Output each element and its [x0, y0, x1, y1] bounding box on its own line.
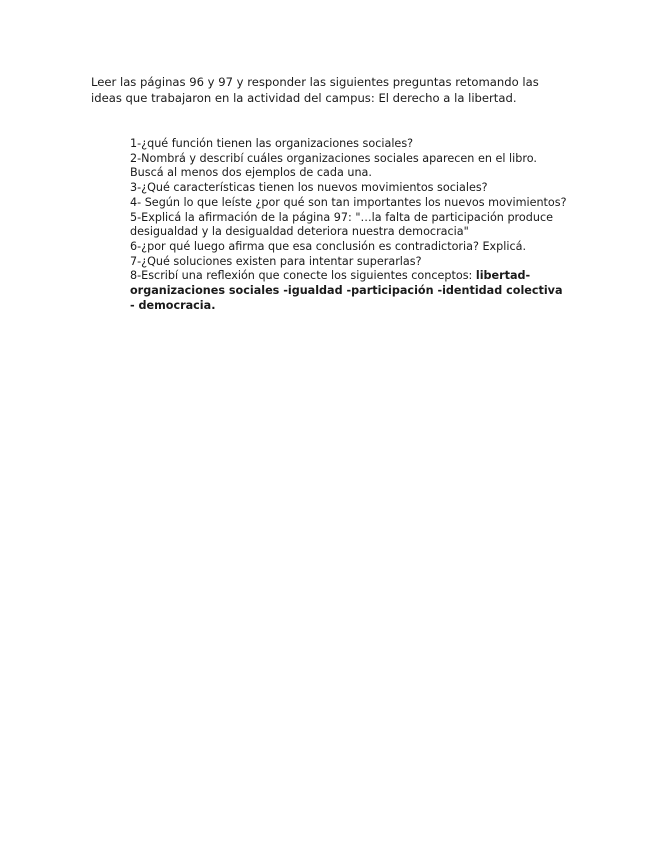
question-8-prefix: 8-Escribí una reflexión que conecte los siguientes conceptos: [130, 269, 476, 283]
question-3: 3-¿Qué características tienen los nuevos movimientos sociales? [130, 181, 488, 195]
question-6: 6-¿por qué luego afirma que esa conclusión es contradictoria? Explicá. [130, 239, 527, 253]
intro-paragraph: Leer las páginas 96 y 97 y responder las siguientes preguntas retomando las ideas que trabajaron en la actividad del campus: El derecho a la libertad. [91, 75, 539, 105]
question-4: 4- Según lo que leíste ¿por qué son tan importantes los nuevos movimientos? [130, 195, 567, 209]
question-2: 2-Nombrá y describí cuáles organizaciones sociales aparecen en el libro. Buscá al menos dos ejemplos de cada una. [130, 151, 537, 180]
question-8-concepts: libertad- organizaciones sociales -igualdad -participación -identidad colectiva - democracia. [130, 269, 563, 312]
question-5: 5-Explicá la afirmación de la página 97: "…la falta de participación produce desigualdad y la desigualdad deteriora nuestra democracia" [130, 210, 553, 239]
question-list [130, 137, 570, 313]
question-8 [130, 269, 570, 313]
question-1: 1-¿qué función tienen las organizaciones sociales? [130, 137, 414, 150]
question-7: 7-¿Qué soluciones existen para intentar superarlas? [130, 254, 422, 268]
